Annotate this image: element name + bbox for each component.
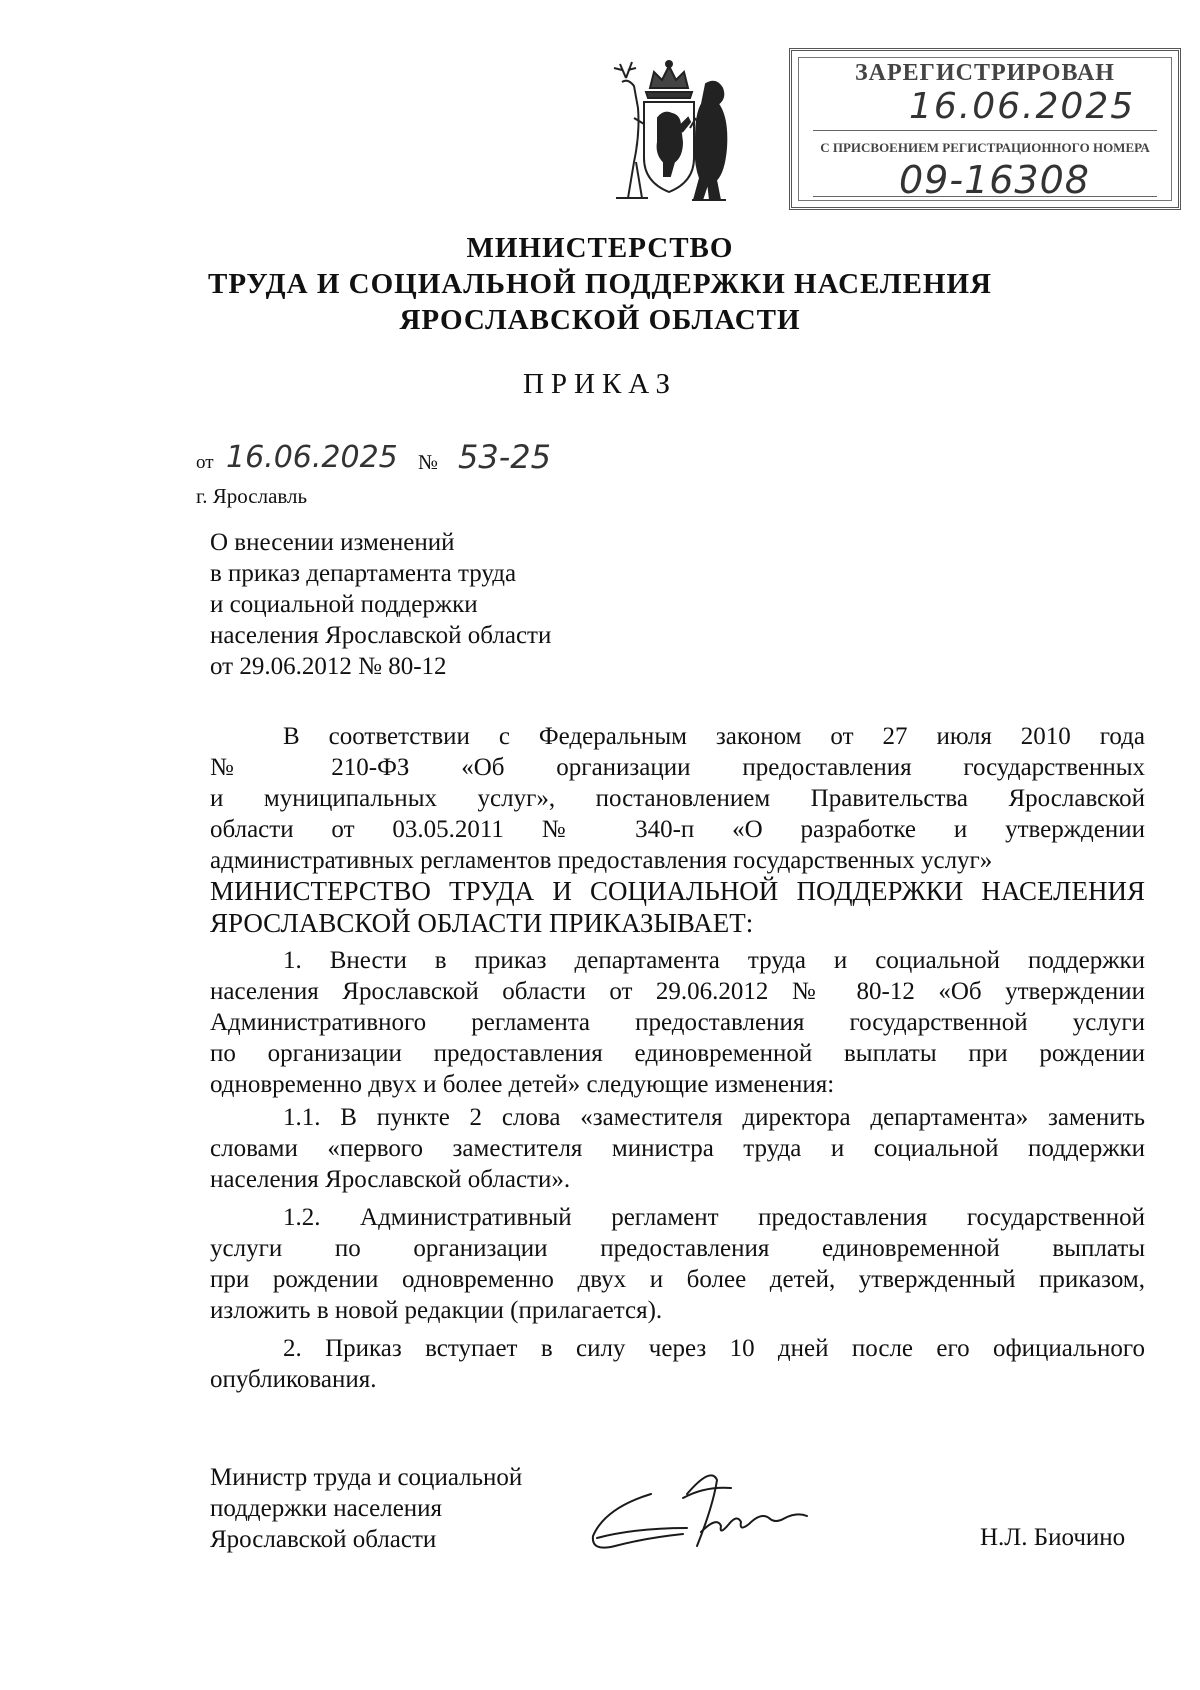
stamp-number: 09-16308 (899, 158, 1090, 202)
decree-line: ЯРОСЛАВСКОЙ ОБЛАСТИ ПРИКАЗЫВАЕТ: (210, 908, 754, 938)
stamp-title: ЗАРЕГИСТРИРОВАН (855, 60, 1115, 86)
handwritten-signature-icon (585, 1458, 810, 1563)
signatory-name: Н.Л. Биочино (980, 1524, 1126, 1551)
item1-line: 1. Внести в приказ департамента труда и социальной поддержки (283, 947, 1145, 974)
item1-1-line: населения Ярославской области». (210, 1166, 571, 1193)
subject-line: населения Ярославской области (210, 622, 552, 649)
body-intro-line: В соответствии с Федеральным законом от 27 июля 2010 года (283, 723, 1145, 750)
order-date: 16.06.2025 (226, 440, 398, 475)
body-intro-line: области от 03.05.2011 № 340-п «О разработке и утверждении (210, 816, 1145, 843)
item1-2-line: услуги по организации предоставления единовременной выплаты (210, 1235, 1145, 1262)
item1-2-line: 1.2. Административный регламент предоставления государственной (283, 1204, 1145, 1231)
body-intro-line: № 210-ФЗ «Об организации предоставления государственных (210, 754, 1145, 781)
subject-line: О внесении изменений (210, 529, 455, 556)
item1-1-line: 1.1. В пункте 2 слова «заместителя директора департамента» заменить (283, 1104, 1145, 1131)
signatory-position-line: поддержки населения (210, 1495, 443, 1522)
item2-line: 2. Приказ вступает в силу через 10 дней после его официального (283, 1335, 1145, 1362)
body-intro-line: и муниципальных услуг», постановлением Правительства Ярославской (210, 785, 1145, 812)
yaroslavl-coat-of-arms-icon (598, 58, 740, 208)
item1-line: одновременно двух и более детей» следующие изменения: (210, 1071, 835, 1098)
order-date-prefix: от (196, 452, 214, 473)
item1-line: населения Ярославской области от 29.06.2012 № 80-12 «Об утверждении (210, 978, 1145, 1005)
order-number: 53-25 (458, 438, 551, 476)
ministry-title-line1: МИНИСТЕРСТВО (466, 232, 734, 264)
signatory-position-line: Ярославской области (210, 1526, 437, 1553)
ministry-title-line3: ЯРОСЛАВСКОЙ ОБЛАСТИ (399, 304, 801, 336)
subject-line: от 29.06.2012 № 80-12 (210, 653, 447, 680)
subject-line: в приказ департамента труда (210, 560, 517, 587)
item2-line: опубликования. (210, 1366, 377, 1393)
decree-line: МИНИСТЕРСТВО ТРУДА И СОЦИАЛЬНОЙ ПОДДЕРЖКИ НАСЕЛЕНИЯ (210, 876, 1145, 906)
order-number-prefix: № (418, 450, 439, 474)
ministry-title-line2: ТРУДА И СОЦИАЛЬНОЙ ПОДДЕРЖКИ НАСЕЛЕНИЯ (208, 268, 992, 300)
order-city: г. Ярославль (196, 484, 308, 508)
item1-1-line: словами «первого заместителя министра труда и социальной поддержки (210, 1135, 1145, 1162)
item1-line: Административного регламента предоставления государственной услуги (210, 1009, 1145, 1036)
body-intro-line: административных регламентов предоставления государственных услуг» (210, 847, 993, 874)
document-type: ПРИКАЗ (522, 368, 678, 400)
stamp-subtitle: С ПРИСВОЕНИЕМ РЕГИСТРАЦИОННОГО НОМЕРА (820, 140, 1150, 155)
item1-2-line: при рождении одновременно двух и более детей, утвержденный приказом, (210, 1266, 1145, 1293)
registration-stamp (789, 48, 1181, 210)
stamp-date: 16.06.2025 (909, 86, 1136, 127)
item1-line: по организации предоставления единовременной выплаты при рождении (210, 1040, 1145, 1067)
subject-line: и социальной поддержки (210, 591, 478, 618)
item1-2-line: изложить в новой редакции (прилагается). (210, 1297, 663, 1324)
signatory-position-line: Министр труда и социальной (210, 1464, 523, 1491)
